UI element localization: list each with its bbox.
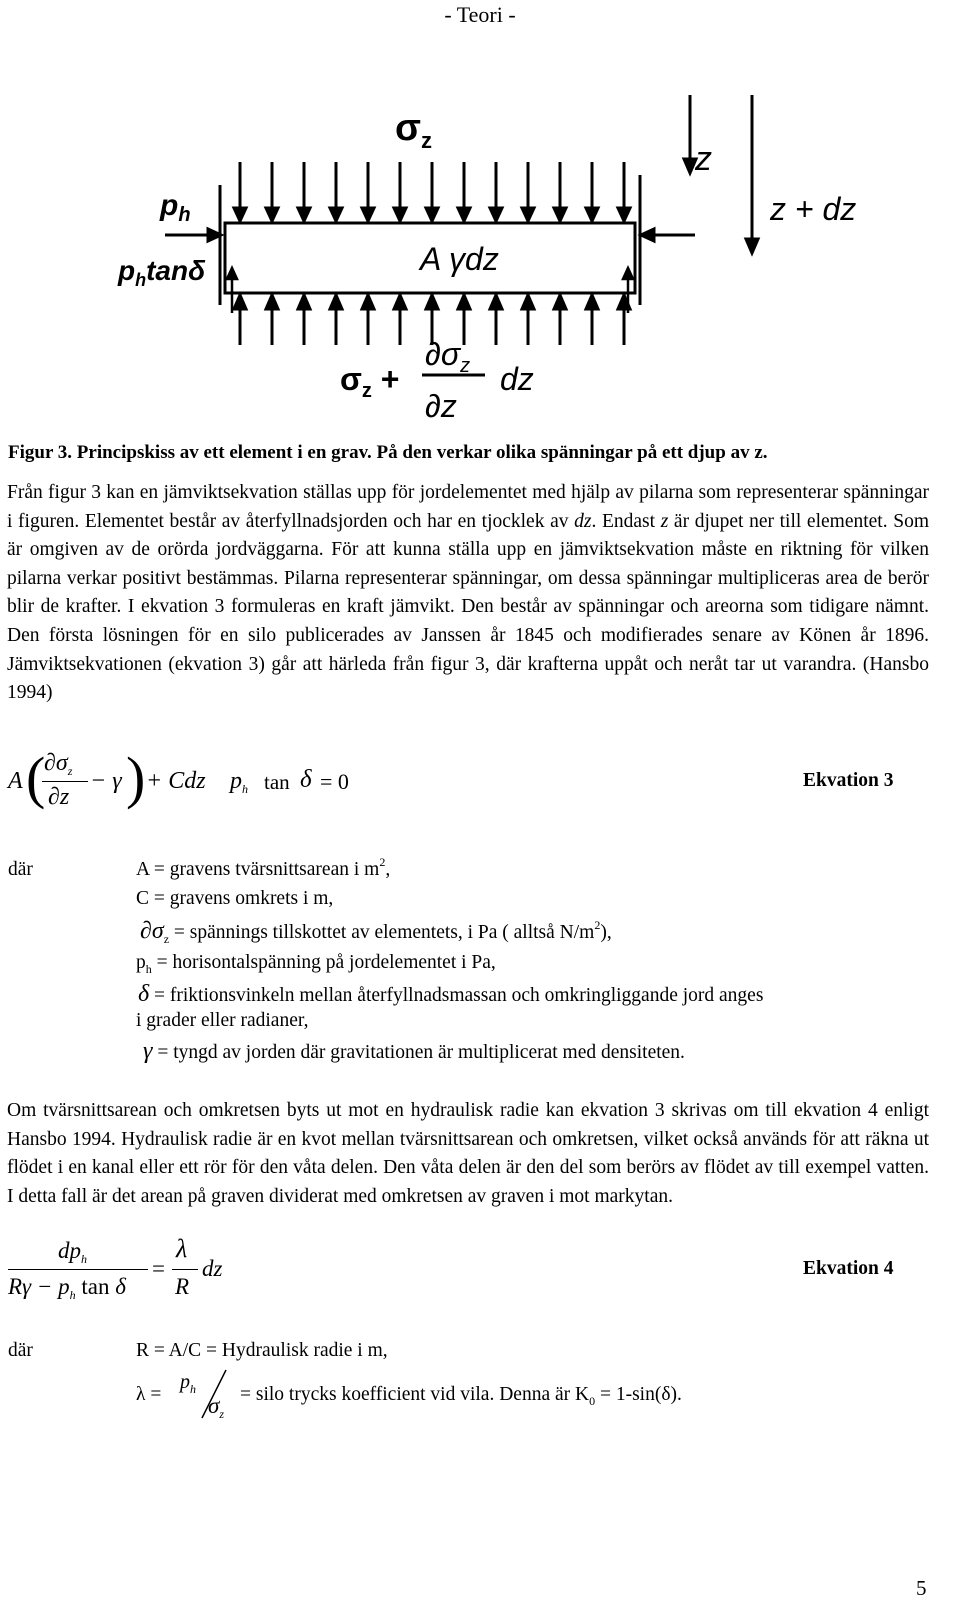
page-header: - Teori -: [444, 2, 516, 27]
defs2-dar: där: [8, 1340, 33, 1361]
para1-a: Från figur 3 kan en jämviktsekvation ställas upp för jordelementet med hjälp av pilarna som representerar spänningar i figuren. Elementet består av återfyllnadsjorden och har en tjocklek av: [7, 482, 929, 532]
label-bottom-den: ∂z: [425, 388, 457, 424]
label-sigma-z: $\sigma_z$: [395, 107, 432, 153]
eq4-den1: $R\gamma - p_h$ tan δ: [8, 1274, 126, 1302]
label-ph: $p_h$: [160, 189, 191, 226]
eq4-label: Ekvation 4: [803, 1258, 894, 1279]
eq3-eq0: = 0: [320, 769, 349, 794]
defs1-A: A = gravens tvärsnittsarean i $m^2$,: [136, 855, 391, 880]
para1-b: . Endast: [591, 510, 661, 532]
equation-3: [8, 745, 928, 818]
eq4-eq: =: [152, 1256, 165, 1281]
paragraph-1: [7, 479, 929, 708]
defs1-sigma: $\partial\sigma_z$ = spännings tillskottet av elementets, i Pa ( alltså $N/m^2$),: [140, 918, 612, 946]
label-z: z: [695, 140, 712, 178]
eq3-num: $\partial\sigma_z$: [44, 750, 73, 778]
eq3-label: Ekvation 3: [803, 770, 894, 791]
figure-caption: Figur 3. Principskiss av ett element i en grav. På den verkar olika spänningar på ett djup av z.: [8, 442, 768, 463]
paragraph-2: Om tvärsnittsarean och omkretsen byts ut mot en hydraulisk radie kan ekvation 3 skrivas om till ekvation 4 enligt Hansbo 1994. Hydraulisk radie är en kvot mellan tvärsnittsarean och omkretsen, vilket också används för att räkna ut flödet i en kanal eller ett rör för den våta delen. Den våta delen är den del som berörs av flödet av till exempel vatten. I detta fall är det arean på graven dividerat med omkretsen av graven i mot markytan.: [7, 1100, 929, 1207]
label-bottom-sigma: $\sigma_z$ +: [340, 361, 400, 402]
para1-z: z: [660, 510, 669, 532]
defs1-ph: $p_h$ = horisontalspänning på jordelementet i Pa,: [136, 952, 496, 976]
eq3-cdz: + Cdz: [146, 768, 206, 794]
figure-3-diagram: [60, 75, 880, 435]
defs2-lam-num: $p_h$: [180, 1371, 196, 1396]
eq3-paren-left: (: [26, 745, 46, 810]
defs2-lambda-eq: λ =: [136, 1384, 162, 1405]
eq3-den: ∂z: [48, 784, 70, 810]
eq4-fraction-bar-1: [8, 1269, 148, 1270]
defs1-C: C = gravens omkrets i m,: [136, 888, 334, 909]
eq4-dz: dz: [202, 1256, 223, 1281]
defs1-delta: δ = friktionsvinkeln mellan återfyllnadsmassan och omkringliggande jord anges: [138, 981, 764, 1007]
eq4-num1: $dp_h$: [58, 1238, 87, 1266]
para1-dz: dz: [574, 510, 592, 532]
para1-c: är djupet ner till elementet. Som är omgiven av de orörda jordväggarna. För att kunna ställa upp en jämviktsekvation måste en riktning för vilken pilarna verkar positivt bestämmas. Pilarna representerar spänningar, om dessa spänningar multipliceras area de berör blir de krafter. I ekvation 3 formuleras en kraft jämvikt. Den består av spänningar och areorna som tidigare nämnt. Den första lösningen för en silo publicerades av Janssen år 1845 och modifierades senare av Könen år 1896. Jämviktsekvationen (ekvation 3) går att härleda från figur 3, där krafterna uppåt och neråt tar ut varandra. (Hansbo 1994): [7, 510, 929, 704]
side-pressure-arrows: [165, 229, 695, 241]
label-bottom-num: $\partial\sigma_z$: [425, 336, 471, 377]
page-number: 5: [916, 1576, 927, 1600]
label-z-dz: z + dz: [770, 191, 857, 227]
defs1-gamma: γ = tyngd av jorden där gravitationen är multiplicerat med densiteten.: [143, 1038, 685, 1064]
label-bottom-dz: dz: [500, 361, 534, 397]
eq3-minus-gamma: − γ: [90, 768, 122, 794]
eq3-ph: $p_h$: [230, 768, 248, 796]
eq4-den2: R: [175, 1274, 190, 1299]
eq3-fraction-bar: [42, 781, 88, 782]
label-ph-tan: $p_h\tan\delta$: [118, 255, 206, 290]
top-stress-arrows: [234, 162, 630, 221]
eq3-A: A: [8, 768, 23, 794]
defs1-delta-2: i grader eller radianer,: [136, 1010, 309, 1031]
eq3-tan: tan: [264, 770, 290, 794]
equation-4: [8, 1234, 928, 1308]
defs2-R: R = A/C = Hydraulisk radie i m,: [136, 1340, 388, 1361]
eq3-delta: δ: [300, 766, 312, 793]
label-a-gamma-dz: A γdz: [420, 241, 499, 277]
eq4-num2: λ: [176, 1234, 188, 1263]
eq3-paren-right: ): [126, 745, 146, 810]
defs1-dar: där: [8, 859, 33, 880]
eq4-fraction-bar-2: [172, 1269, 198, 1270]
defs2-lam-den: $\sigma_z$: [208, 1393, 225, 1421]
defs2-lambda-text: = silo trycks koefficient vid vila. Denna är $K_0 = 1-\sin(\delta)$.: [240, 1384, 682, 1408]
